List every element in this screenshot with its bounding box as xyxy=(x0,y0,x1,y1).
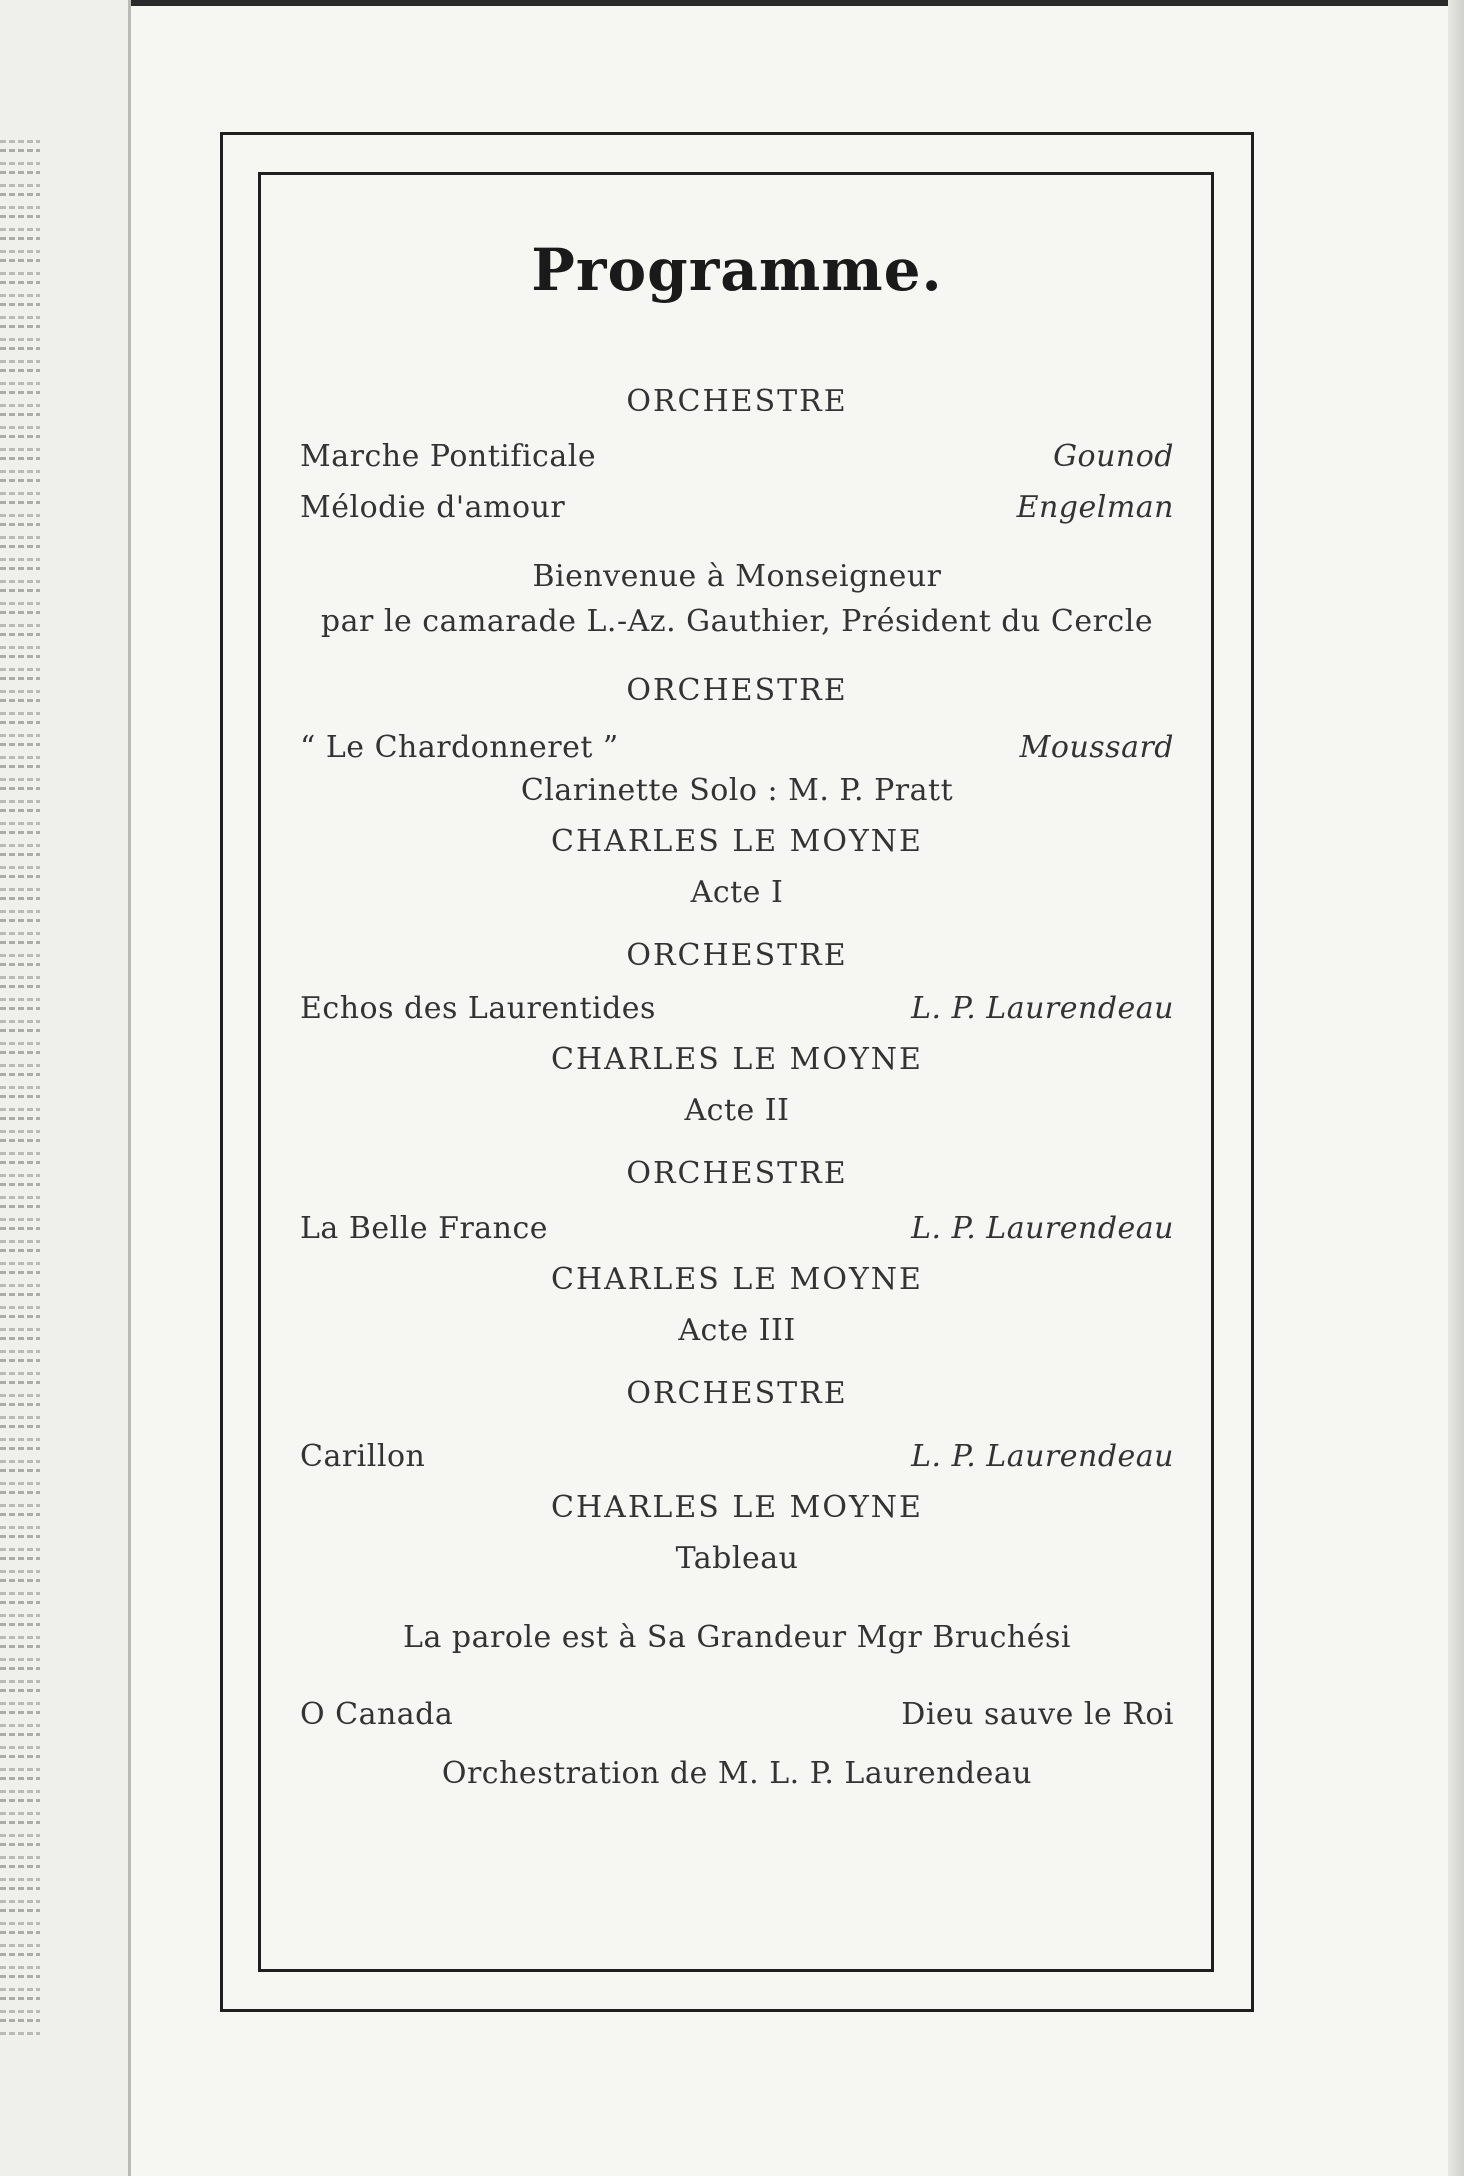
programme-item xyxy=(300,730,1174,765)
section-orchestre: ORCHESTRE xyxy=(626,1156,848,1191)
tableau-label: Tableau xyxy=(675,1541,799,1576)
section-orchestre: ORCHESTRE xyxy=(626,1376,848,1411)
composer-name: L. P. Laurendeau xyxy=(911,1211,1174,1246)
anthem-right: Dieu sauve le Roi xyxy=(901,1697,1174,1732)
programme-title: Programme. xyxy=(531,236,943,304)
programme-item xyxy=(300,1211,1174,1246)
piece-title: Carillon xyxy=(300,1439,426,1474)
programme-item xyxy=(300,1439,1174,1474)
address-line: La parole est à Sa Grandeur Mgr Bruchési xyxy=(403,1620,1071,1655)
composer-name: Engelman xyxy=(1016,490,1174,525)
programme-item xyxy=(300,439,1174,474)
binding-strip xyxy=(0,0,131,2176)
piece-title: Marche Pontificale xyxy=(300,439,597,474)
programme-content xyxy=(300,200,1174,1791)
welcome-line: Bienvenue à Monseigneur xyxy=(532,559,942,594)
section-orchestre: ORCHESTRE xyxy=(626,384,848,419)
act-label: Acte I xyxy=(690,875,784,910)
soloist-line: Clarinette Solo : M. P. Pratt xyxy=(520,773,954,808)
composer-name: Gounod xyxy=(1053,439,1174,474)
play-title: CHARLES LE MOYNE xyxy=(551,1262,923,1297)
play-title: CHARLES LE MOYNE xyxy=(551,1042,923,1077)
composer-name: L. P. Laurendeau xyxy=(911,1439,1174,1474)
anthems-row xyxy=(300,1697,1174,1732)
orchestration-credit: Orchestration de M. L. P. Laurendeau xyxy=(441,1756,1033,1791)
binding-ornament-border xyxy=(0,140,40,2040)
piece-title: La Belle France xyxy=(300,1211,549,1246)
page-top-edge xyxy=(0,0,1464,6)
section-orchestre: ORCHESTRE xyxy=(626,673,848,708)
page-right-edge xyxy=(1448,0,1464,2176)
section-orchestre: ORCHESTRE xyxy=(626,938,848,973)
act-label: Acte II xyxy=(684,1093,790,1128)
piece-title: “ Le Chardonneret ” xyxy=(300,730,619,765)
composer-name: Moussard xyxy=(1019,730,1174,765)
programme-item xyxy=(300,490,1174,525)
welcome-speaker: par le camarade L.-Az. Gauthier, Président du Cercle xyxy=(320,604,1154,639)
act-label: Acte III xyxy=(678,1313,796,1348)
programme-item xyxy=(300,991,1174,1026)
piece-title: Mélodie d'amour xyxy=(300,490,566,525)
piece-title: Echos des Laurentides xyxy=(300,991,656,1026)
anthem-left: O Canada xyxy=(300,1697,454,1732)
composer-name: L. P. Laurendeau xyxy=(911,991,1174,1026)
play-title: CHARLES LE MOYNE xyxy=(551,1490,923,1525)
play-title: CHARLES LE MOYNE xyxy=(551,824,923,859)
